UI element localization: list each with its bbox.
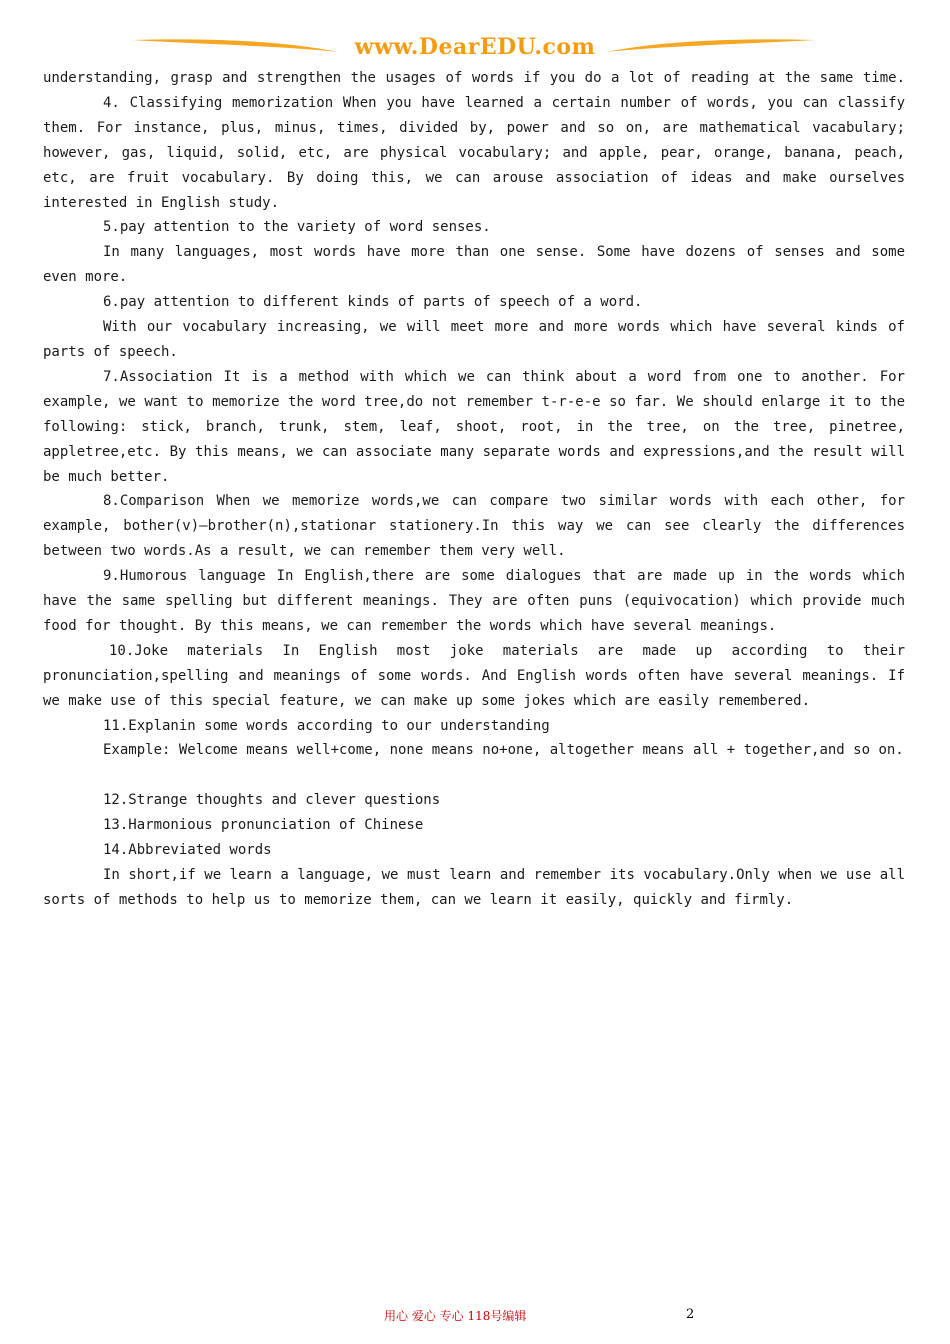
site-logo-text[interactable]: www.DearEDU.com (354, 34, 596, 60)
heading-word-senses: 5.pay attention to the variety of word senses. (103, 219, 491, 236)
paragraph-conclusion: In short,if we learn a language, we must learn and remember its vocabulary.Only when we use all sorts of methods to help us to memorize them, can we learn it easily, quickly and firmly. (43, 866, 905, 908)
heading-explain-words: 11.Explanin some words according to our understanding (103, 717, 550, 734)
page-header (0, 32, 950, 66)
blank-line (43, 763, 905, 788)
page-footer (0, 1307, 950, 1325)
paragraph-joke-materials: 10.Joke materials In English most joke materials are made up according to their pronunciation,spelling and meanings of some words. And English words often have several meanings. If we make use of this special feature, we can make up some jokes which are easily remembered. (43, 642, 905, 709)
paragraph-parts-of-speech: With our vocabulary increasing, we will meet more and more words which have several kinds of parts of speech. (43, 319, 905, 360)
paragraph-comparison: 8.Comparison When we memorize words,we can compare two similar words with each other, for example, bother(v)—brother(n),stationar stationery.In this way we can see clearly the differences between two words.As a result, we can remember them very well. (43, 493, 905, 560)
paragraph-association: 7.Association It is a method with which we can think about a word from one to another. For example, we want to memorize the word tree,do not remember t-r-e-e so far. We should enlarge it to the following: stick, branch, trunk, stem, leaf, shoot, root, in the tree, on the tree, pinetree, appletree,etc. By this means, we can associate many separate words and expressions,and the result will be much better. (43, 368, 905, 485)
heading-harmonious-pronunciation: 13.Harmonious pronunciation of Chinese (103, 817, 424, 834)
paragraph-classifying-memorization: 4. Classifying memorization When you have learned a certain number of words, you can classify them. For instance, plus, minus, times, divided by, power and so on, are mathematical vacabulary; however, gas, liquid, solid, etc, are physical vocabulary; and apple, pear, orange, banana, peach, etc, are fruit vocabulary. By doing this, we can arouse association of ideas and make ourselves interested in English study. (43, 94, 905, 211)
paragraph-continuation: understanding, grasp and strengthen the usages of words if you do a lot of reading at the same time. (43, 70, 905, 86)
heading-abbreviated-words: 14.Abbreviated words (103, 842, 272, 859)
paragraph-humorous-language: 9.Humorous language In English,there are some dialogues that are made up in the words which have the same spelling but different meanings. They are often puns (equivocation) which provide much food for thought. By this means, we can remember the words which have several meanings. (43, 568, 905, 634)
heading-parts-of-speech: 6.pay attention to different kinds of parts of speech of a word. (103, 294, 643, 311)
paragraph-word-senses: In many languages, most words have more than one sense. Some have dozens of senses and some even more. (43, 244, 905, 286)
paragraph-example: Example: Welcome means well+come, none means no+one, altogether means all + together,and so on. (103, 742, 904, 759)
document-body (43, 66, 905, 913)
footer-text: 用心 爱心 专心 118号编辑 (384, 1309, 527, 1323)
page-number: 2 (686, 1307, 695, 1322)
heading-strange-thoughts: 12.Strange thoughts and clever questions (103, 792, 441, 809)
